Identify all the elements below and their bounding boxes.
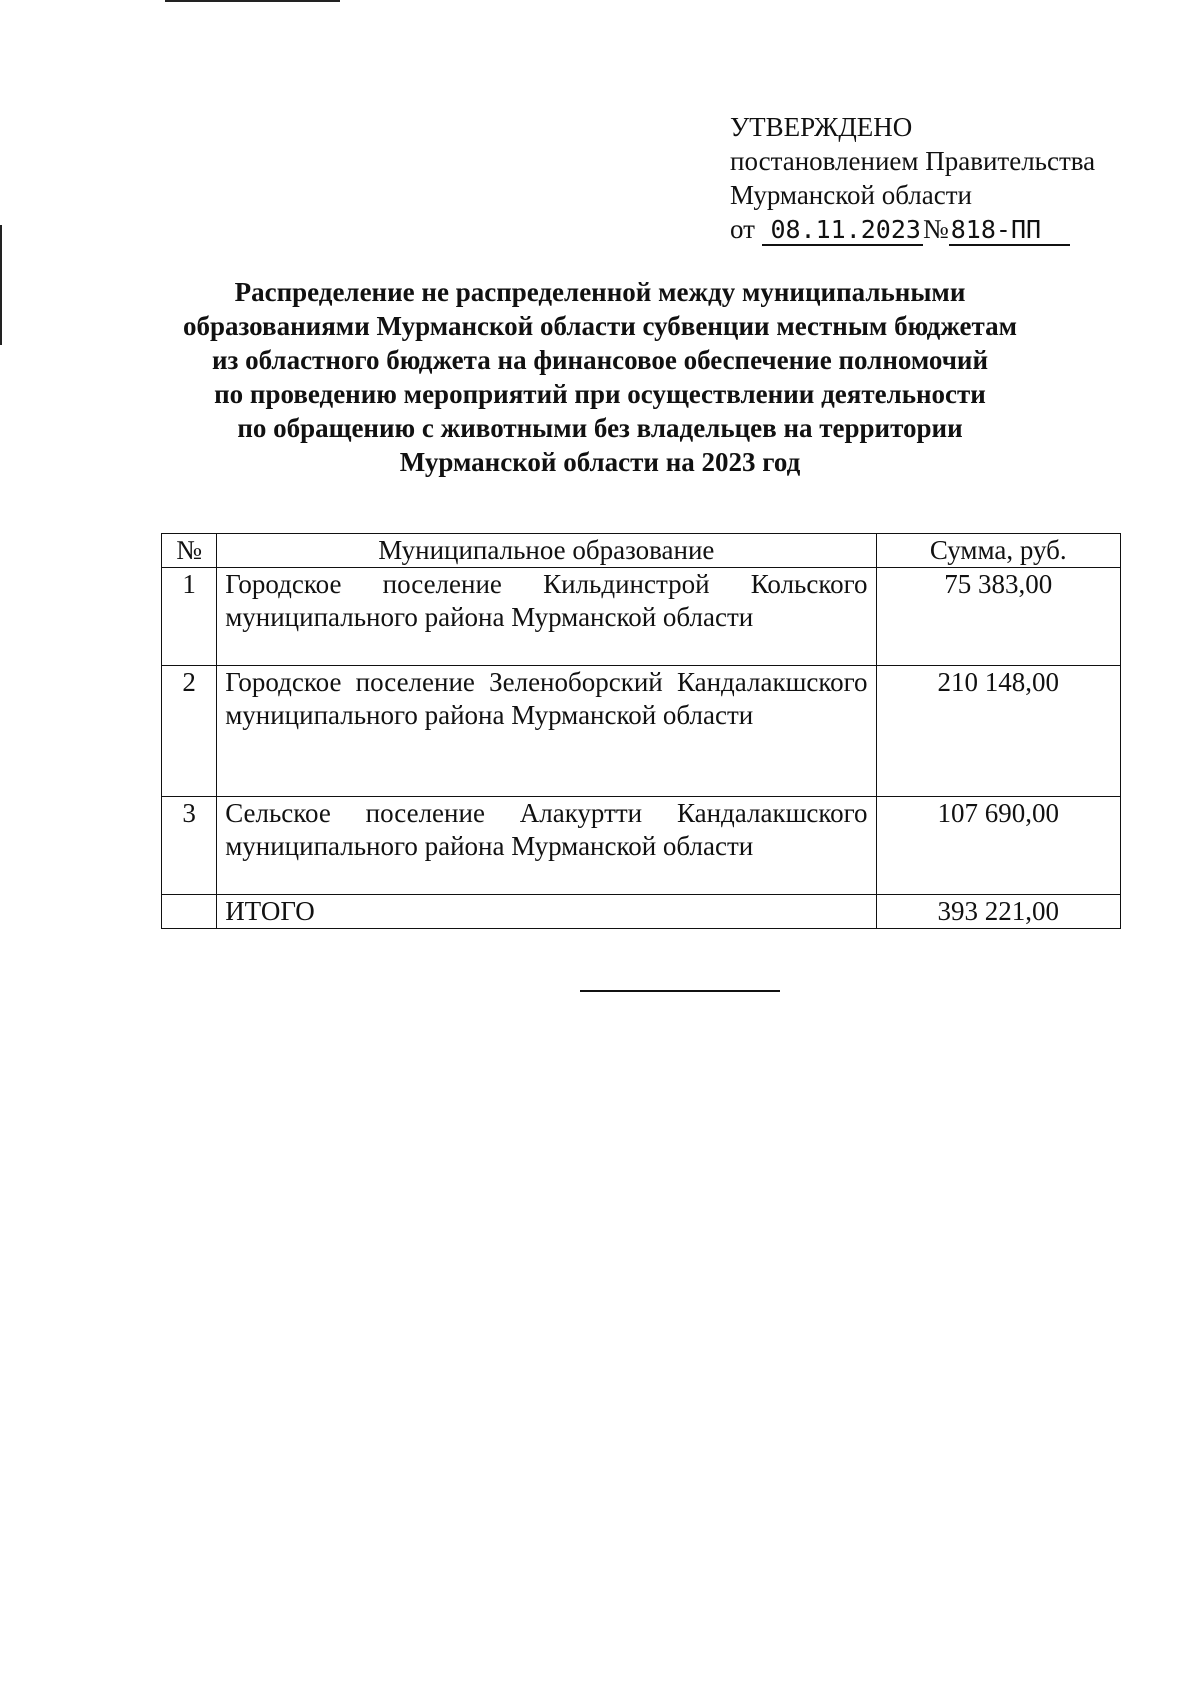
total-number bbox=[162, 895, 217, 929]
header-municipality: Муниципальное образование bbox=[217, 534, 876, 568]
table-header-row bbox=[162, 534, 1121, 568]
approval-number-field bbox=[949, 215, 1070, 246]
row-municipality bbox=[217, 797, 876, 895]
total-sum: 393 221,00 bbox=[876, 895, 1121, 929]
row-municipality-text: Городское поселение Кильдинстрой Кольского муниципального района Мурманской области bbox=[225, 569, 868, 632]
table-row bbox=[162, 568, 1121, 666]
title-line: образованиями Мурманской области субвенции местным бюджетам bbox=[182, 311, 1018, 341]
document-title bbox=[150, 275, 1050, 479]
title-line: по обращению с животными без владельцев на территории bbox=[237, 413, 963, 443]
approval-block bbox=[730, 110, 1095, 246]
row-sum: 75 383,00 bbox=[876, 568, 1121, 666]
row-number: 2 bbox=[162, 666, 217, 797]
approval-number: 818-ПП bbox=[950, 215, 1042, 244]
approval-date: 08.11.2023 bbox=[770, 215, 921, 244]
scan-edge-mark-left bbox=[0, 225, 2, 345]
header-number: № bbox=[162, 534, 217, 568]
table-row bbox=[162, 666, 1121, 797]
row-number: 1 bbox=[162, 568, 217, 666]
row-municipality-text: Сельское поселение Алакуртти Кандалакшского муниципального района Мурманской области bbox=[225, 798, 868, 861]
approval-number-sign: № bbox=[922, 214, 949, 244]
title-line: Мурманской области на 2023 год bbox=[399, 447, 801, 477]
header-sum: Сумма, руб. bbox=[876, 534, 1121, 568]
approval-line-resolution: постановлением Правительства bbox=[730, 146, 1096, 176]
row-number: 3 bbox=[162, 797, 217, 895]
row-sum: 210 148,00 bbox=[876, 666, 1121, 797]
title-line: из областного бюджета на финансовое обеспечение полномочий bbox=[211, 345, 989, 375]
distribution-table bbox=[161, 533, 1121, 929]
table-total-row bbox=[162, 895, 1121, 929]
approval-date-prefix: от bbox=[730, 214, 755, 244]
row-municipality bbox=[217, 568, 876, 666]
approval-line-region: Мурманской области bbox=[730, 180, 972, 210]
row-sum: 107 690,00 bbox=[876, 797, 1121, 895]
row-municipality-text: Городское поселение Зеленоборский Кандалакшского муниципального района Мурманской области bbox=[225, 667, 868, 730]
approval-date-line bbox=[730, 212, 1095, 246]
table-row bbox=[162, 797, 1121, 895]
approval-heading: УТВЕРЖДЕНО bbox=[730, 112, 913, 142]
title-line: Распределение не распределенной между муниципальными bbox=[234, 277, 966, 307]
title-line: по проведению мероприятий при осуществлении деятельности bbox=[214, 379, 986, 409]
approval-date-field bbox=[762, 215, 923, 246]
scan-edge-mark-top bbox=[165, 0, 340, 2]
closing-divider bbox=[580, 990, 780, 992]
total-label: ИТОГО bbox=[217, 895, 876, 929]
row-municipality bbox=[217, 666, 876, 797]
